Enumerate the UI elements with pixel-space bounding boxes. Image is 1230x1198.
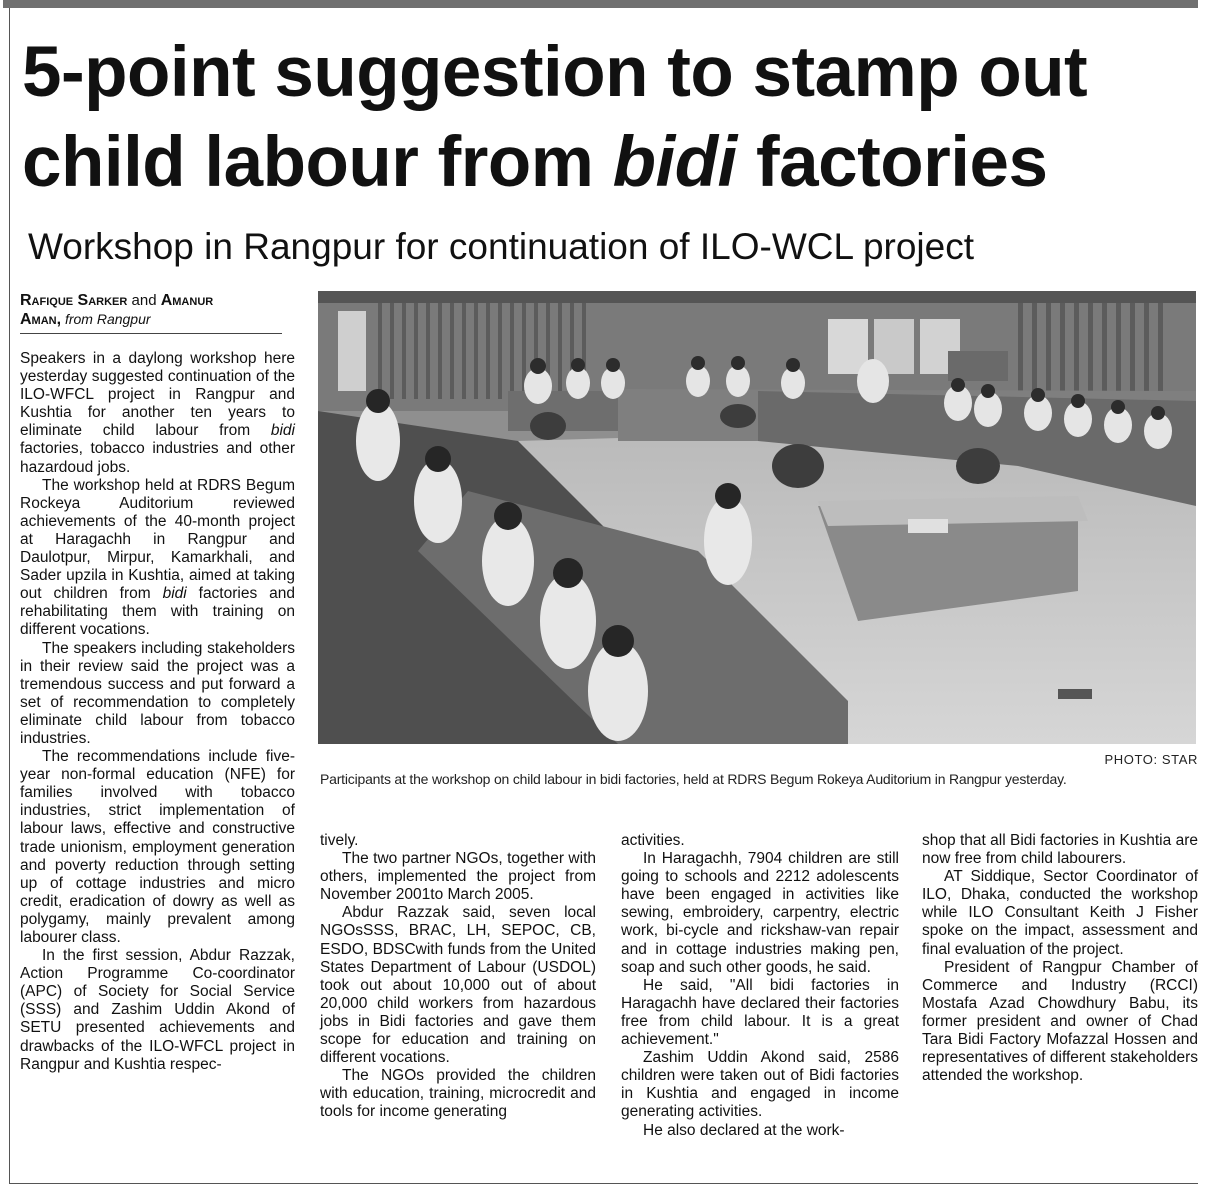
workshop-photo — [318, 291, 1196, 744]
paragraph: The NGOs provided the children with education, training, microcredit and tools for income generating — [320, 1067, 596, 1121]
byline-conjunction: and — [127, 292, 161, 309]
italic-word: bidi — [270, 422, 295, 440]
text-run: factories, tobacco industries and other hazardoud jobs. — [20, 440, 295, 476]
photo-caption: Participants at the workshop on child labour in bidi factories, held at RDRS Begum Rokeya Auditorium in Rangpur yesterday. — [320, 771, 1067, 787]
headline-line-2-end: factories — [736, 123, 1048, 202]
article-column-1 — [20, 350, 295, 1074]
byline-author-2-last: Aman, — [20, 311, 62, 328]
paragraph: Abdur Razzak said, seven local NGOsSSS, BRAC, LH, SEPOC, CB, ESDO, BDSCwith funds from the United States Department of Labour (USDOL) took out about 10,000 out of about 20,000 child workers from hazardous jobs in Bidi factories and gave them scope for education and training on different vocations. — [320, 904, 596, 1067]
paragraph: In Haragachh, 7904 children are still going to schools and 2212 adolescents have been engaged in activities like sewing, embroidery, carpentry, electric work, bi-cycle and rickshaw-van repair and in cottage industries making pen, soap and such other goods, he said. — [621, 850, 899, 976]
paragraph: Zashim Uddin Akond said, 2586 children were taken out of Bidi factories in Kushtia and engaged in income generating activities. — [621, 1049, 899, 1121]
paragraph: President of Rangpur Chamber of Commerce and Industry (RCCI) Mostafa Azad Chowdhury Babu, its former president and owner of Chad Tara Bidi Factory Mofazzal Hossen and representatives of different stakeholders attended the workshop. — [922, 958, 1198, 1085]
paragraph: AT Siddique, Sector Coordinator of ILO, Dhaka, conducted the workshop while ILO Consultant Keith J Fisher spoke on the impact, assessment and final evaluation of the project. — [922, 868, 1198, 958]
headline-italic-word: bidi — [612, 123, 737, 202]
paragraph: He also declared at the work- — [643, 1121, 845, 1139]
article-column-4 — [922, 832, 1198, 1085]
headline-line-2 — [22, 118, 1202, 208]
article-column-2 — [320, 832, 596, 1122]
paragraph: shop that all Bidi factories in Kushtia are now free from child labourers. — [922, 832, 1198, 868]
paragraph — [20, 350, 295, 477]
paragraph — [20, 477, 295, 640]
italic-word: bidi — [162, 585, 187, 603]
paragraph: The two partner NGOs, together with others, implemented the project from November 2001to March 2005. — [320, 850, 596, 904]
photo-credit: PHOTO: STAR — [1104, 752, 1198, 767]
byline-rule — [20, 333, 282, 334]
paragraph: The recommendations include five-year non-formal education (NFE) for families involved with tobacco industries, strict implementation of labour laws, effective and constructive trade unionism, employment generation and poverty reduction through setting up of cottage industries and micro credit, eradication of dowry as well as polygamy, mainly prevalent among labourer class. — [20, 748, 295, 946]
subheadline: Workshop in Rangpur for continuation of ILO-WCL project — [28, 226, 975, 267]
headline-line-2-start: child labour from — [22, 123, 613, 202]
headline — [22, 28, 1202, 208]
paragraph: In the first session, Abdur Razzak, Action Programme Co-coordinator (APC) of Society for Social Service (SSS) and Zashim Uddin Akond of SETU presented achievements and drawbacks of the ILO-WFCL project in Rangpur and Kushtia respec- — [20, 947, 295, 1073]
article-column-3 — [621, 832, 899, 1140]
paragraph: activities. — [621, 832, 685, 849]
paragraph: The speakers including stakeholders in their review said the project was a tremendous success and put forward a set of recommendation to completely eliminate child labour from tobacco industries. — [20, 639, 295, 747]
top-rule — [3, 0, 1198, 8]
headline-line-1: 5-point suggestion to stamp out — [22, 33, 1088, 112]
byline-location: from Rangpur — [61, 311, 151, 327]
bottom-rule — [9, 1183, 1198, 1184]
byline-author-2-first: Amanur — [160, 292, 214, 309]
paragraph: He said, "All bidi factories in Haragachh have declared their factories free from child labour. It is a great achievement." — [621, 976, 899, 1049]
text-run: factories and rehabilitating them with training on different vocations. — [20, 585, 295, 639]
text-run: The workshop held at RDRS Begum Rockeya Auditorium reviewed achievements of the 40-month project at Haragachh in Rangpur and Daulotpur, Mirpur, Kamarkhali, and Sader upzila in Kushtia, aimed at taking out children from — [20, 476, 295, 603]
byline-author-1: Rafique Sarker — [20, 292, 128, 309]
text-run: Speakers in a daylong workshop here yesterday suggested continuation of the ILO-WFCL project in Rangpur and Kushtia for another ten years to eliminate child labour from — [20, 350, 295, 440]
byline — [20, 291, 300, 329]
workshop-photo-illustration — [318, 291, 1196, 744]
left-column-rule — [9, 8, 10, 1183]
paragraph: tively. — [320, 832, 359, 849]
